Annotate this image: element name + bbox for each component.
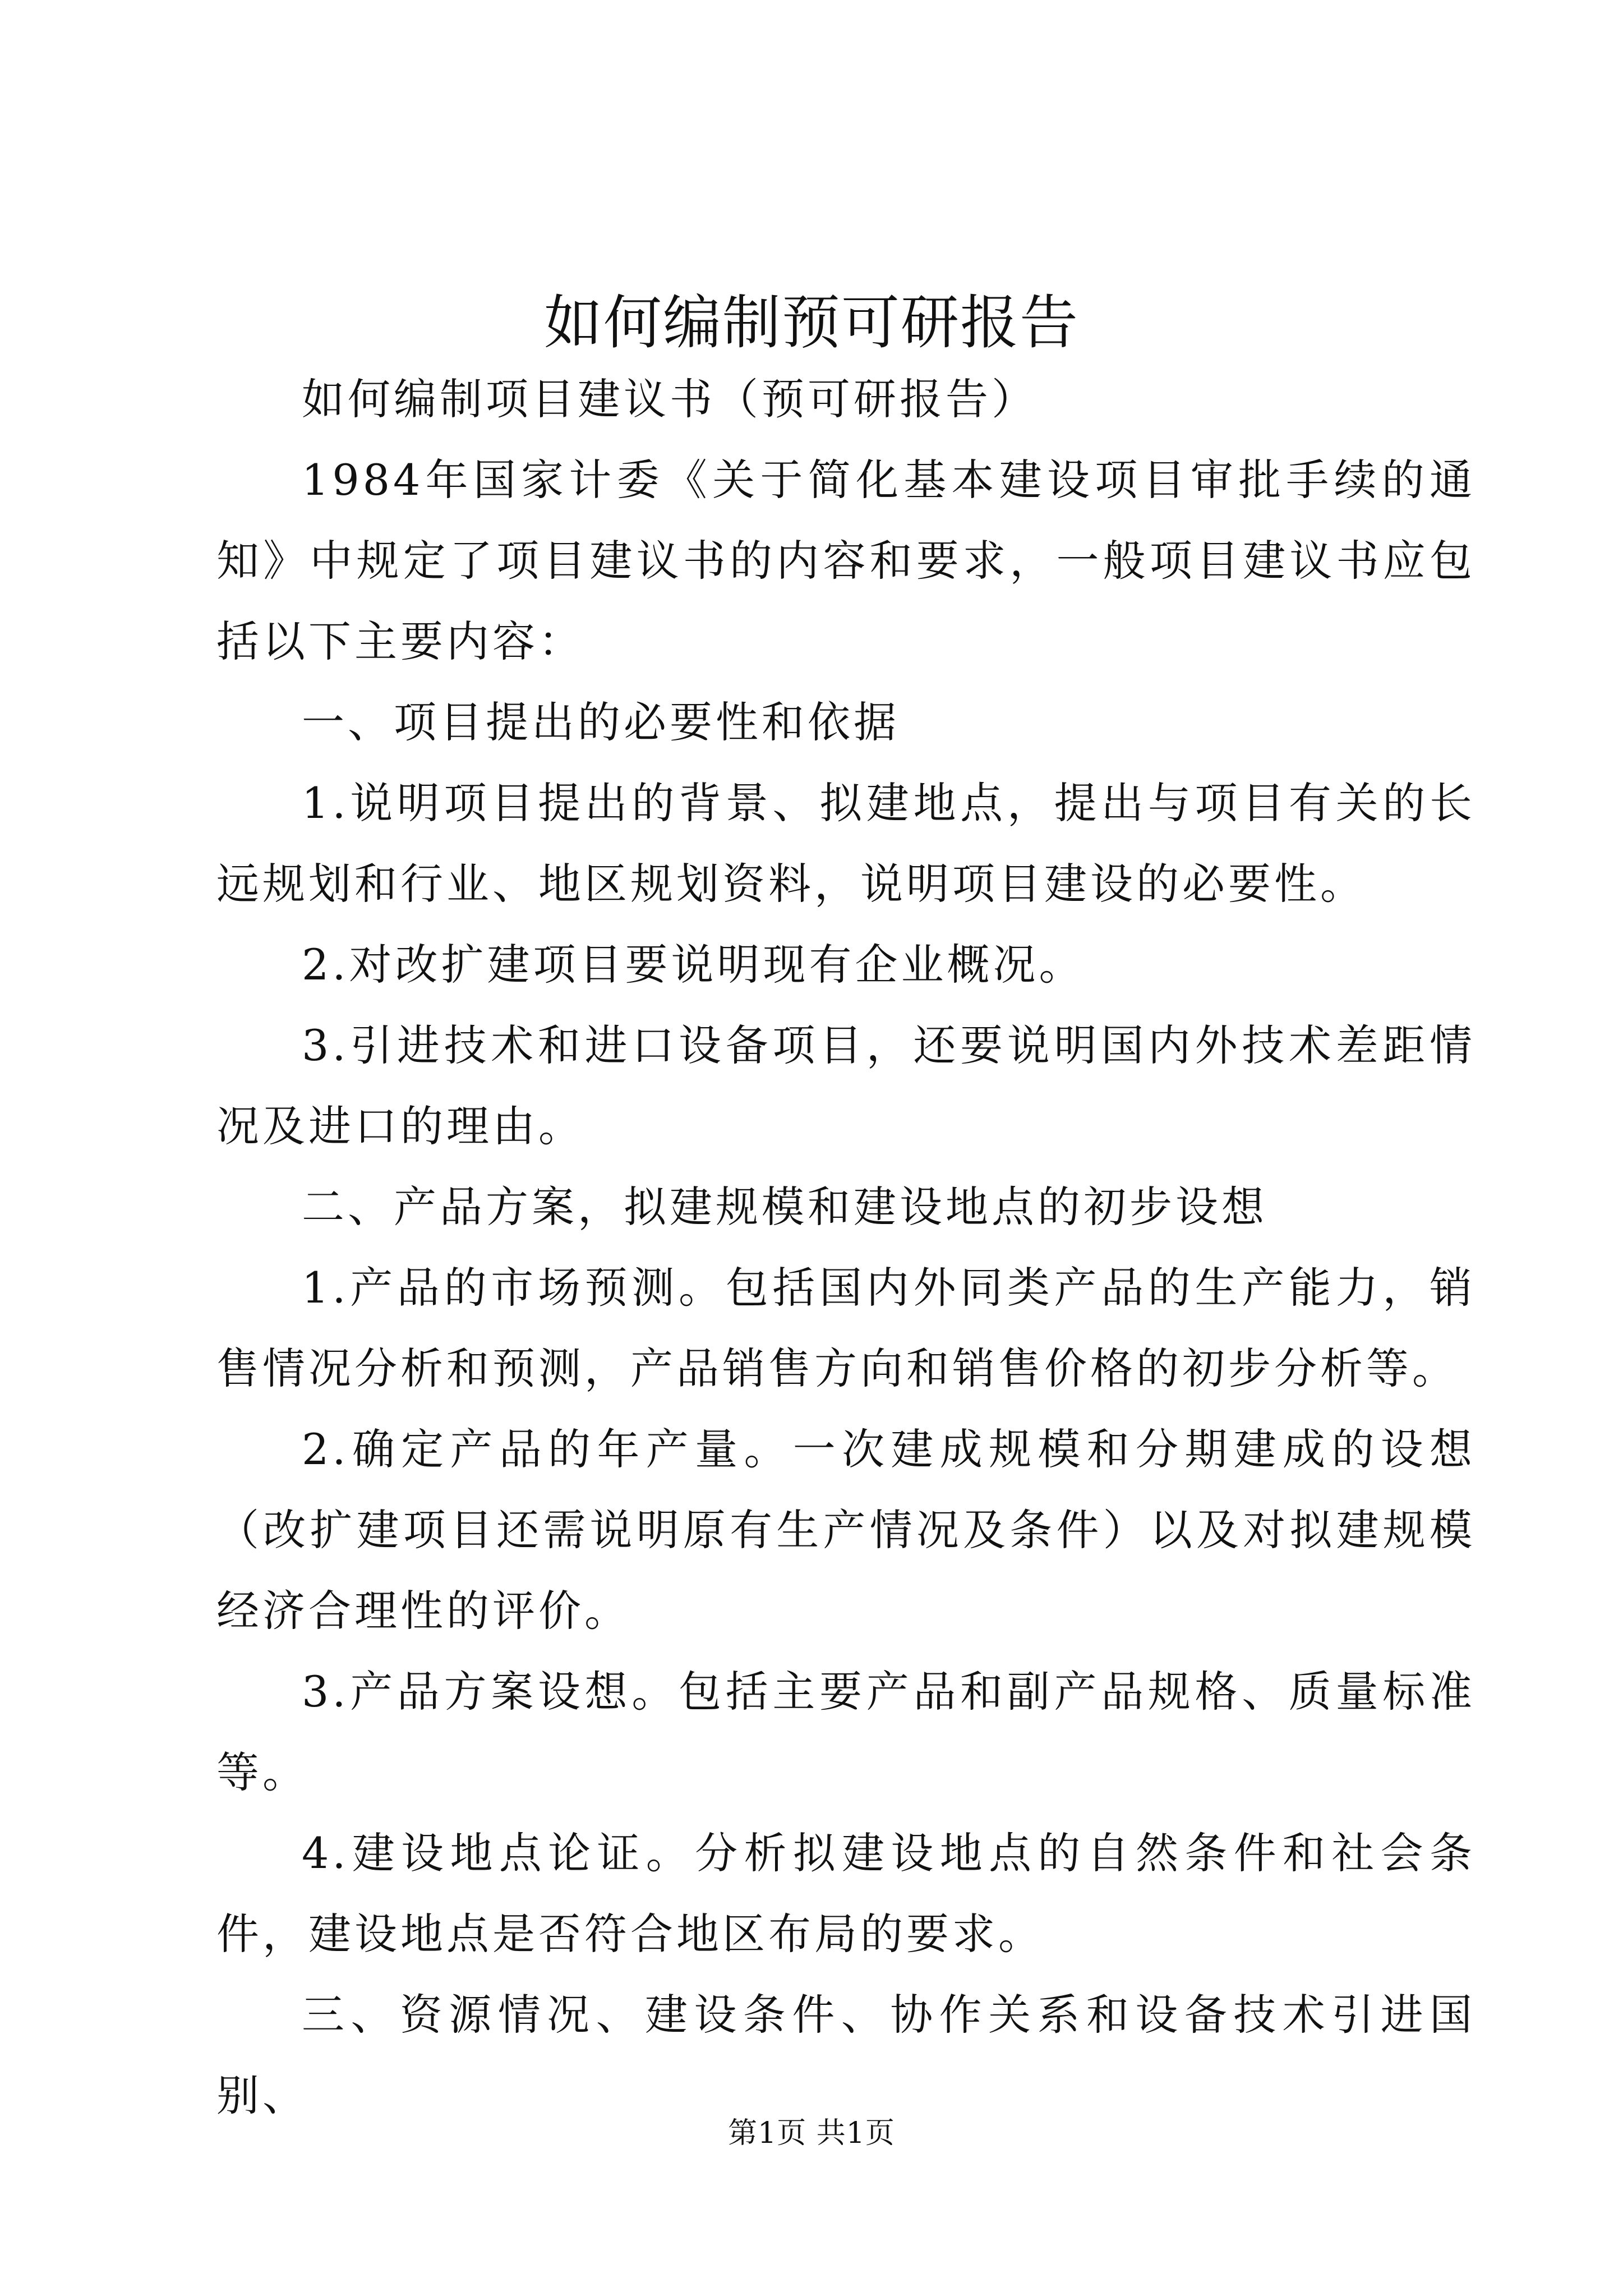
paragraph-2-2: 2.确定产品的年产量。一次建成规模和分期建成的设想（改扩建项目还需说明原有生产情况及条件）以及对拟建规模经济合理性的评价。 <box>216 1424 1476 1636</box>
paragraph-1-2: 2.对改扩建项目要说明现有企业概况。 <box>302 940 1085 990</box>
paragraph-subtitle: 如何编制项目建议书（预可研报告） <box>302 374 1038 424</box>
page-footer: 第1页 共1页 <box>728 2116 895 2150</box>
paragraph-2-1: 1.产品的市场预测。包括国内外同类产品的生产能力，销售情况分析和预测，产品销售方向和销售价格的初步分析等。 <box>216 1263 1476 1393</box>
paragraph-2-3: 3.产品方案设想。包括主要产品和副产品规格、质量标准等。 <box>216 1667 1476 1797</box>
paragraph-1-3: 3.引进技术和进口设备项目，还要说明国内外技术差距情况及进口的理由。 <box>216 1020 1476 1151</box>
section-heading-3: 三、资源情况、建设条件、协作关系和设备技术引进国别、 <box>216 1990 1476 2120</box>
section-heading-1: 一、项目提出的必要性和依据 <box>302 697 900 747</box>
paragraph-1-1: 1.说明项目提出的背景、拟建地点，提出与项目有关的长远规划和行业、地区规划资料，说明项目建设的必要性。 <box>216 778 1476 909</box>
document-body <box>216 359 1476 2136</box>
document-title: 如何编制预可研报告 <box>543 288 1079 357</box>
section-heading-2: 二、产品方案，拟建规模和建设地点的初步设想 <box>302 1182 1267 1232</box>
paragraph-intro: 1984年国家计委《关于简化基本建设项目审批手续的通知》中规定了项目建议书的内容和要求，一般项目建议书应包括以下主要内容： <box>216 455 1476 666</box>
paragraph-2-4: 4.建设地点论证。分析拟建设地点的自然条件和社会条件，建设地点是否符合地区布局的要求。 <box>216 1828 1476 1959</box>
